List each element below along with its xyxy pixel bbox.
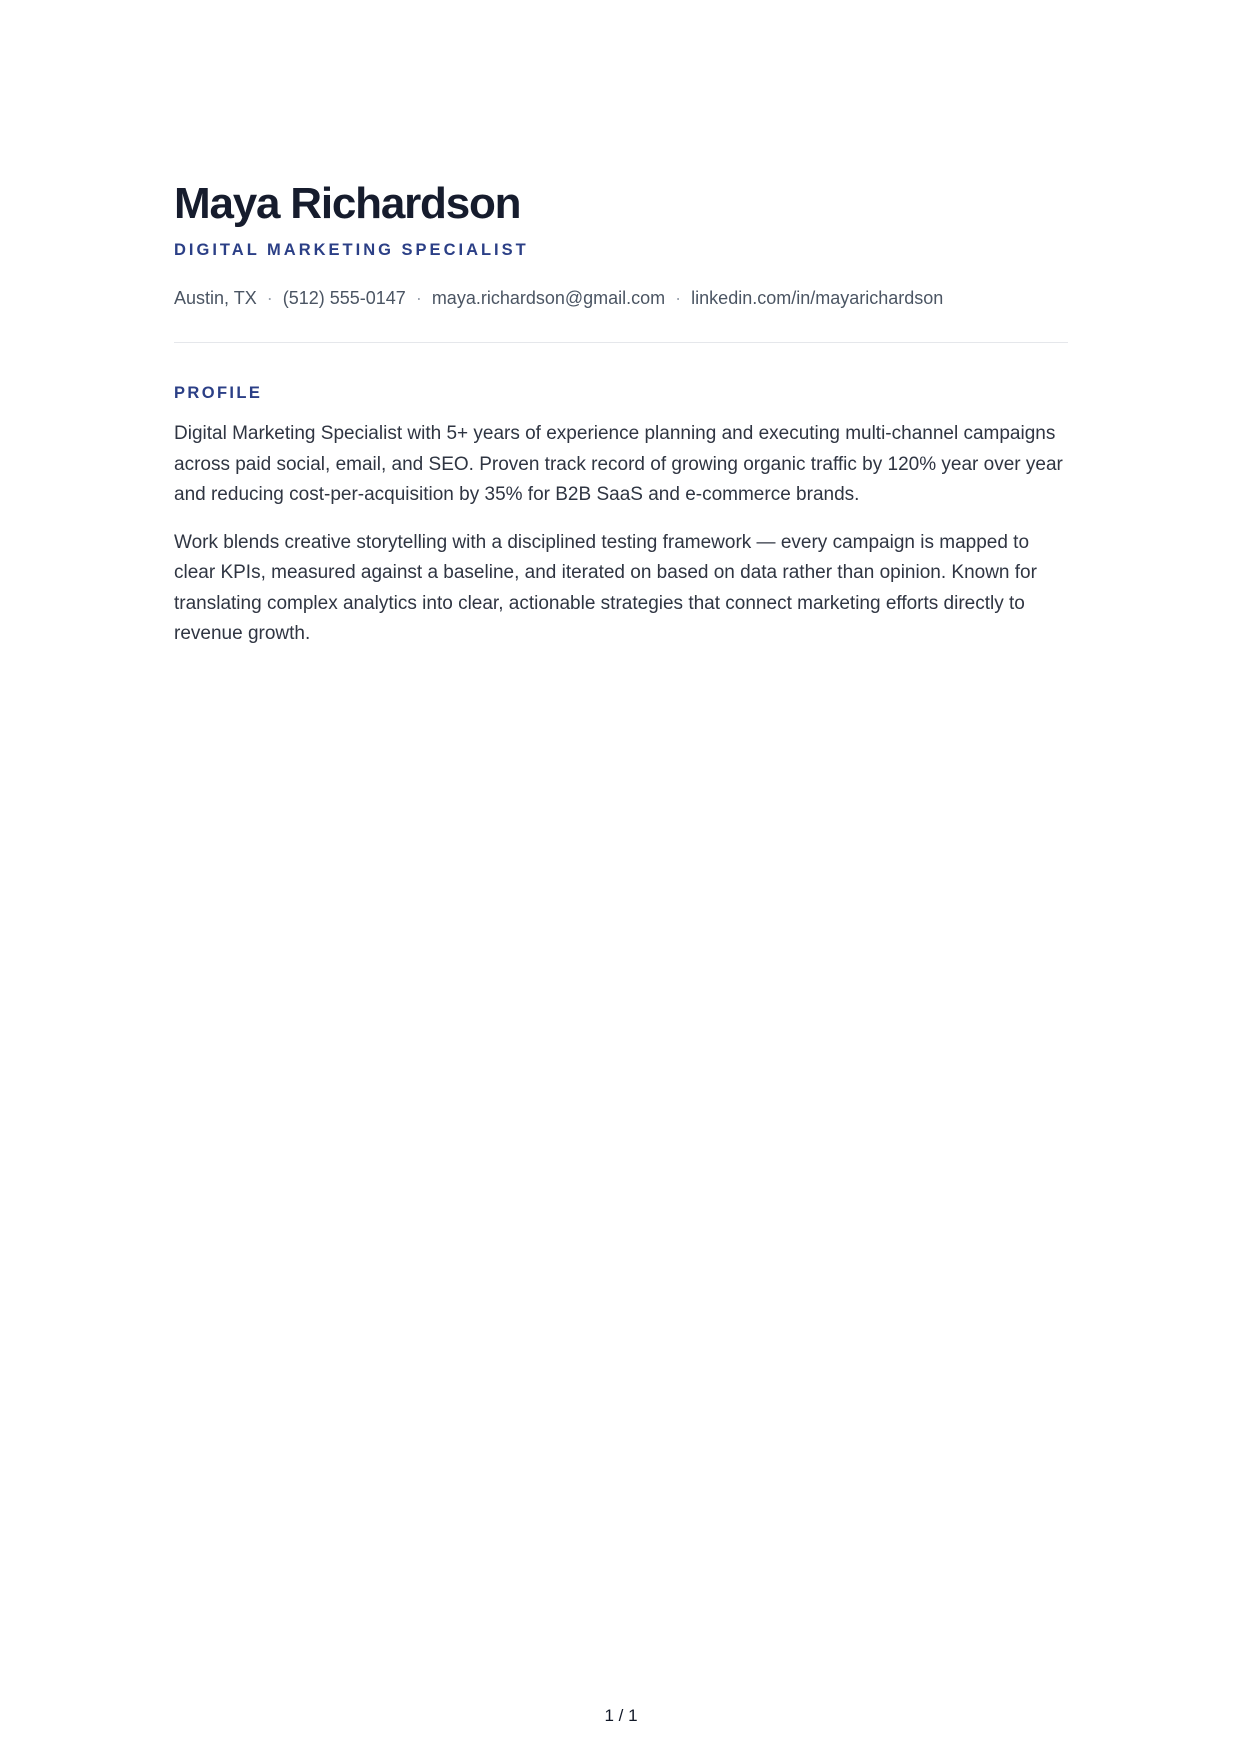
contact-line	[174, 286, 1068, 310]
job-title: DIGITAL MARKETING SPECIALIST	[174, 241, 529, 259]
contact-location: Austin, TX	[174, 288, 257, 308]
contact-separator: ·	[675, 288, 682, 308]
contact-phone: (512) 555-0147	[282, 288, 406, 308]
profile-paragraph: Digital Marketing Specialist with 5+ years of experience planning and executing multi-channel campaigns across paid social, email, and SEO. Proven track record of growing organic traffic by 120% year over year and reducing cost-per-acquisition by 35% for B2B SaaS and e-commerce brands.	[174, 423, 1063, 505]
profile-heading: PROFILE	[174, 384, 263, 402]
contact-separator: ·	[266, 288, 273, 308]
profile-paragraph: Work blends creative storytelling with a disciplined testing framework — every campaign is mapped to clear KPIs, measured against a baseline, and iterated on based on data rather than opinion. Known for translating complex analytics into clear, actionable strategies that connect marketing efforts directly to revenue growth.	[174, 531, 1037, 644]
resume-page	[174, 176, 1068, 650]
page-number: 1 / 1	[604, 1706, 638, 1725]
candidate-name: Maya Richardson	[174, 179, 521, 228]
contact-linkedin: linkedin.com/in/mayarichardson	[691, 288, 944, 308]
contact-separator: ·	[415, 288, 422, 308]
header-divider	[174, 342, 1068, 343]
contact-email: maya.richardson@gmail.com	[431, 288, 666, 308]
